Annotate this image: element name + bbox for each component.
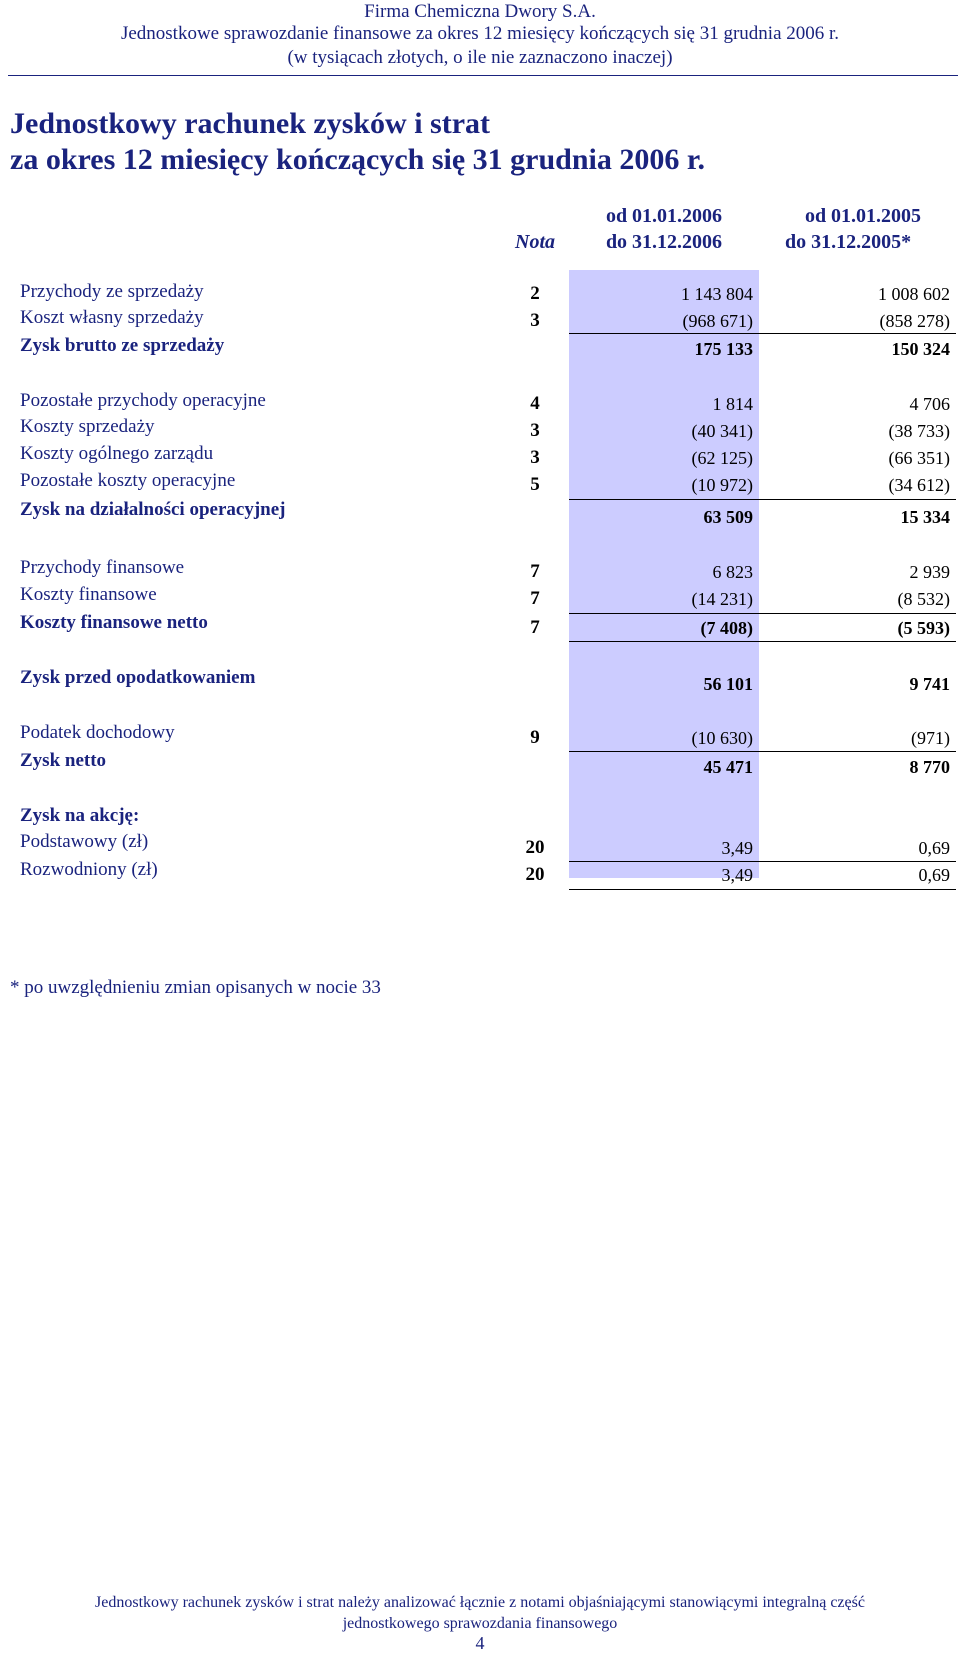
row-value-2005: (971) (911, 728, 950, 748)
row-value-2005: (858 278) (879, 311, 950, 331)
row-value-2006: (14 231) (691, 589, 753, 609)
row-value-2006: (7 408) (700, 618, 753, 638)
header-divider (8, 75, 958, 76)
page-title: Jednostkowy rachunek zysków i strat (10, 107, 491, 140)
subtotal-rule (569, 499, 759, 500)
row-label: Koszty finansowe (20, 584, 157, 605)
row-nota: 20 (525, 864, 545, 885)
row-value-2006: 175 133 (694, 339, 753, 359)
row-label: Podatek dochodowy (20, 722, 175, 743)
row-nota: 3 (530, 447, 540, 468)
subtotal-rule (759, 499, 956, 500)
row-nota: 20 (525, 837, 545, 858)
col1-header-to: do 31.12.2006 (605, 231, 723, 253)
row-nota: 7 (530, 561, 540, 582)
row-value-2005: 9 741 (909, 674, 950, 694)
page-subtitle: za okres 12 miesięcy kończących się 31 grudnia 2006 r. (10, 143, 705, 176)
row-value-2005: 150 324 (891, 339, 950, 359)
row-value-2005: 8 770 (909, 757, 950, 777)
row-label: Koszty ogólnego zarządu (20, 443, 214, 464)
footer-note-line1: Jednostkowy rachunek zysków i strat należy analizować łącznie z notami objaśniającymi stanowiącymi integralną część (95, 1594, 865, 1611)
row-label: Pozostałe koszty operacyjne (20, 470, 236, 491)
row-value-2005: 1 008 602 (878, 284, 950, 304)
row-nota: 9 (530, 727, 540, 748)
units-note: (w tysiącach złotych, o ile nie zaznaczono inaczej) (287, 47, 673, 68)
subtotal-rule (759, 641, 956, 642)
row-value-2006: 45 471 (703, 757, 753, 777)
row-value-2006: 56 101 (703, 674, 753, 694)
row-value-2005: 2 939 (909, 562, 950, 582)
row-label: Zysk na akcję: (20, 805, 140, 826)
row-nota: 7 (530, 588, 540, 609)
row-value-2005: 15 334 (900, 507, 950, 527)
row-nota: 7 (530, 617, 540, 638)
row-label: Koszty finansowe netto (20, 612, 208, 633)
row-nota: 4 (530, 393, 540, 414)
row-value-2005: (34 612) (888, 475, 950, 495)
company-name: Firma Chemiczna Dwory S.A. (364, 1, 596, 22)
row-value-2005: (38 733) (888, 421, 950, 441)
row-value-2006: (62 125) (691, 448, 753, 468)
row-value-2006: (10 972) (691, 475, 753, 495)
row-label: Rozwodniony (zł) (20, 859, 158, 880)
subtotal-rule (569, 861, 759, 862)
row-label: Koszty sprzedaży (20, 416, 155, 437)
row-label: Podstawowy (zł) (20, 831, 149, 852)
subtotal-rule (759, 333, 956, 334)
row-label: Pozostałe przychody operacyjne (20, 390, 266, 411)
row-value-2005: 0,69 (918, 865, 950, 885)
subtotal-rule (569, 333, 759, 334)
row-value-2006: (40 341) (691, 421, 753, 441)
row-label: Przychody ze sprzedaży (20, 281, 204, 302)
subtotal-rule (569, 751, 759, 752)
row-value-2006: 1 814 (712, 394, 753, 414)
footnote: * po uwzględnieniu zmian opisanych w nocie 33 (10, 977, 381, 998)
subtotal-rule (569, 889, 759, 890)
row-label: Koszt własny sprzedaży (20, 307, 204, 328)
subtotal-rule (569, 641, 759, 642)
subtotal-rule (759, 751, 956, 752)
subtotal-rule (759, 889, 956, 890)
subtotal-rule (569, 613, 759, 614)
row-value-2006: 3,49 (721, 838, 753, 858)
row-label: Przychody finansowe (20, 557, 185, 578)
row-value-2005: 0,69 (918, 838, 950, 858)
row-nota: 2 (530, 283, 540, 304)
row-value-2005: (8 532) (897, 589, 950, 609)
footer-note-line2: jednostkowego sprawozdania finansowego (342, 1615, 618, 1632)
row-label: Zysk na działalności operacyjnej (20, 499, 286, 520)
row-value-2006: 1 143 804 (681, 284, 753, 304)
row-value-2005: 4 706 (909, 394, 950, 414)
report-title: Jednostkowe sprawozdanie finansowe za okres 12 miesięcy kończących się 31 grudnia 2006 r. (120, 23, 840, 44)
row-nota: 3 (530, 420, 540, 441)
subtotal-rule (759, 861, 956, 862)
row-value-2006: 3,49 (721, 865, 753, 885)
row-value-2006: (10 630) (691, 728, 753, 748)
row-value-2006: 63 509 (703, 507, 753, 527)
page-number: 4 (475, 1633, 485, 1653)
row-label: Zysk przed opodatkowaniem (20, 667, 256, 688)
col1-header-from: od 01.01.2006 (605, 205, 723, 227)
row-value-2006: 6 823 (712, 562, 753, 582)
row-label: Zysk netto (20, 750, 107, 771)
col2-header-from: od 01.01.2005 (804, 205, 922, 227)
subtotal-rule (759, 613, 956, 614)
row-value-2006: (968 671) (682, 311, 753, 331)
row-nota: 3 (530, 310, 540, 331)
nota-column-header: Nota (515, 231, 555, 253)
col2-header-to: do 31.12.2005* (785, 231, 912, 253)
row-value-2005: (5 593) (897, 618, 950, 638)
row-nota: 5 (530, 474, 540, 495)
row-label: Zysk brutto ze sprzedaży (20, 335, 225, 356)
row-value-2005: (66 351) (888, 448, 950, 468)
